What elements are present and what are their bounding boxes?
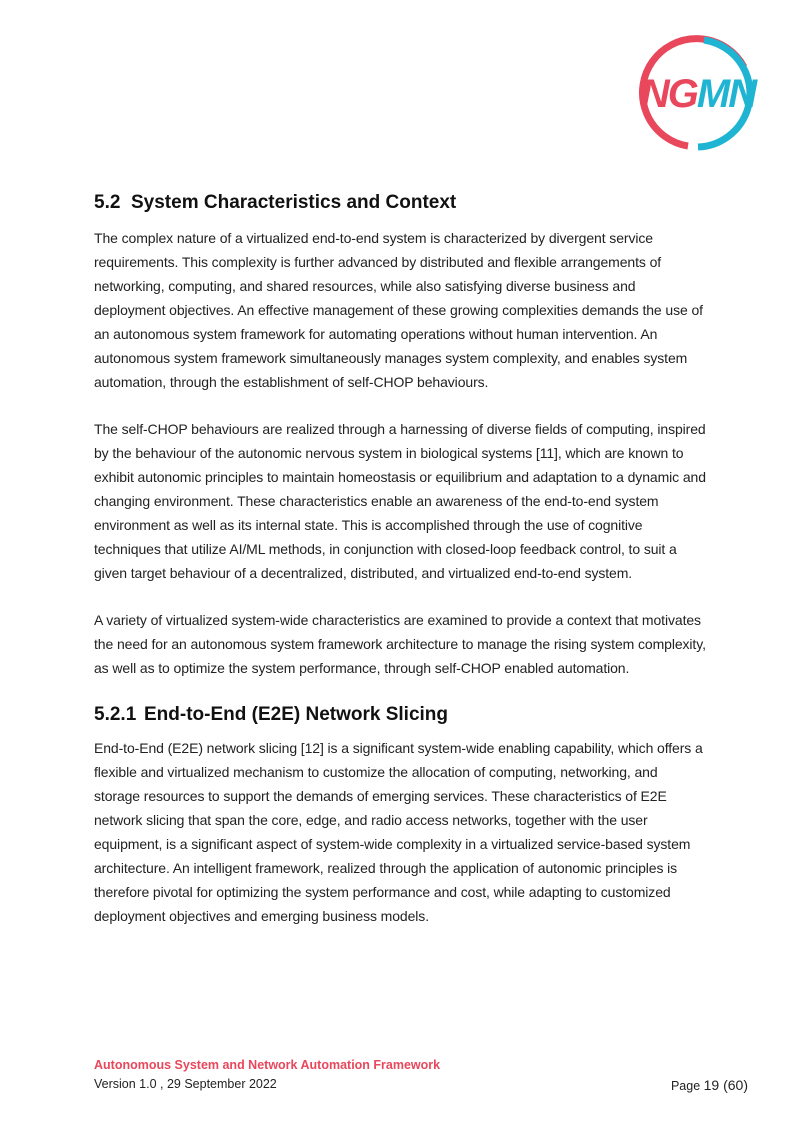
logo-text-mn: MN (696, 72, 756, 116)
footer-page (671, 1077, 748, 1093)
footer-page-number: 19 (60) (703, 1077, 748, 1093)
section-paragraph-1: The complex nature of a virtualized end-to-end system is characterized by divergent service requirements. This complexity is further advanced by distributed and flexible arrangements of networking, computing, and shared resources, while also satisfying diverse business and deployment objectives. An effective management of these growing complexities demands the use of an autonomous system framework for automating operations without human intervention. An autonomous system framework simultaneously manages system complexity, and enables system automation, through the establishment of self-CHOP behaviours. (94, 230, 703, 390)
ngmn-logo (636, 31, 760, 155)
footer-document-title: Autonomous System and Network Automation Framework (94, 1058, 441, 1072)
section-number: 5.2 (94, 192, 121, 213)
subsection-heading (94, 702, 706, 728)
page-content (94, 190, 706, 928)
footer-page-label: Page (670, 1079, 701, 1093)
section-heading (94, 190, 706, 216)
logo-text-ng: NG (640, 72, 697, 116)
svg-text:NGMN (641, 72, 758, 116)
section-paragraph-3: A variety of virtualized system-wide characteristics are examined to provide a context that motivates the need for an autonomous system framework architecture to manage the rising system complexity, as well as to optimize the system performance, through self-CHOP enabled automation. (94, 612, 706, 676)
subsection-title: End-to-End (E2E) Network Slicing (144, 704, 449, 725)
subsection-number: 5.2.1 (94, 704, 137, 725)
subsection-paragraph-1: End-to-End (E2E) network slicing [12] is a significant system-wide enabling capability, which offers a flexible and virtualized mechanism to customize the allocation of computing, networking, and storage resources to support the demands of emerging services. These characteristics of E2E network slicing that span the core, edge, and radio access networks, together with the user equipment, is a significant aspect of system-wide complexity in a virtualized service-based system architecture. An intelligent framework, realized through the application of autonomic principles is therefore pivotal for optimizing the system performance and cost, while adapting to customized deployment objectives and emerging business models. (94, 740, 703, 924)
section-title: System Characteristics and Context (131, 192, 457, 213)
footer-version: Version 1.0 , 29 September 2022 (94, 1077, 277, 1091)
section-paragraph-2: The self-CHOP behaviours are realized through a harnessing of diverse fields of computing, inspired by the behaviour of the autonomic nervous system in biological systems [11], which are known to exhibit autonomic principles to maintain homeostasis or equilibrium and adaptation to a dynamic and changing environment. These characteristics enable an awareness of the end-to-end system environment as well as its internal state. This is accomplished through the use of cognitive techniques that utilize AI/ML methods, in conjunction with closed-loop feedback control, to suit a given target behaviour of a decentralized, distributed, and virtualized end-to-end system. (94, 421, 706, 581)
